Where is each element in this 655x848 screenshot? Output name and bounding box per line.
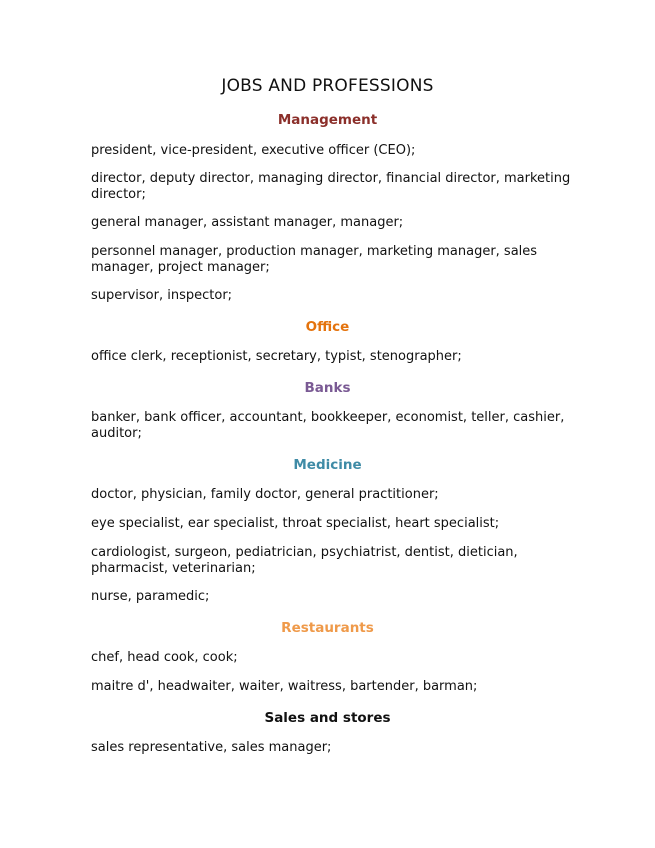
restaurants-item-2: maitre d', headwaiter, waiter, waitress, bartender, barman; (91, 679, 478, 694)
management-item-1: president, vice-president, executive officer (CEO); (91, 143, 416, 158)
medicine-item-4: nurse, paramedic; (91, 589, 210, 604)
management-item-5: supervisor, inspector; (91, 288, 233, 303)
heading-medicine: Medicine (293, 457, 362, 473)
banks-item-1: banker, bank officer, accountant, bookkeeper, economist, teller, cashier, auditor; (91, 410, 565, 441)
page-title: JOBS AND PROFESSIONS (221, 76, 434, 96)
heading-sales-and-stores: Sales and stores (264, 710, 391, 726)
heading-restaurants: Restaurants (281, 620, 374, 636)
medicine-item-1: doctor, physician, family doctor, general practitioner; (91, 487, 439, 502)
sales-item-1: sales representative, sales manager; (91, 740, 332, 755)
heading-office: Office (305, 319, 350, 335)
heading-management: Management (277, 112, 378, 128)
medicine-item-3: cardiologist, surgeon, pediatrician, psychiatrist, dentist, dietician, pharmacist, veterinarian; (91, 545, 518, 576)
medicine-item-2: eye specialist, ear specialist, throat specialist, heart specialist; (91, 516, 500, 531)
restaurants-item-1: chef, head cook, cook; (91, 650, 238, 665)
management-item-2: director, deputy director, managing director, financial director, marketing director; (91, 171, 571, 202)
management-item-4: personnel manager, production manager, marketing manager, sales manager, project manager; (91, 244, 538, 275)
management-item-3: general manager, assistant manager, manager; (91, 215, 404, 230)
office-item-1: office clerk, receptionist, secretary, typist, stenographer; (91, 349, 462, 364)
heading-banks: Banks (304, 380, 351, 396)
